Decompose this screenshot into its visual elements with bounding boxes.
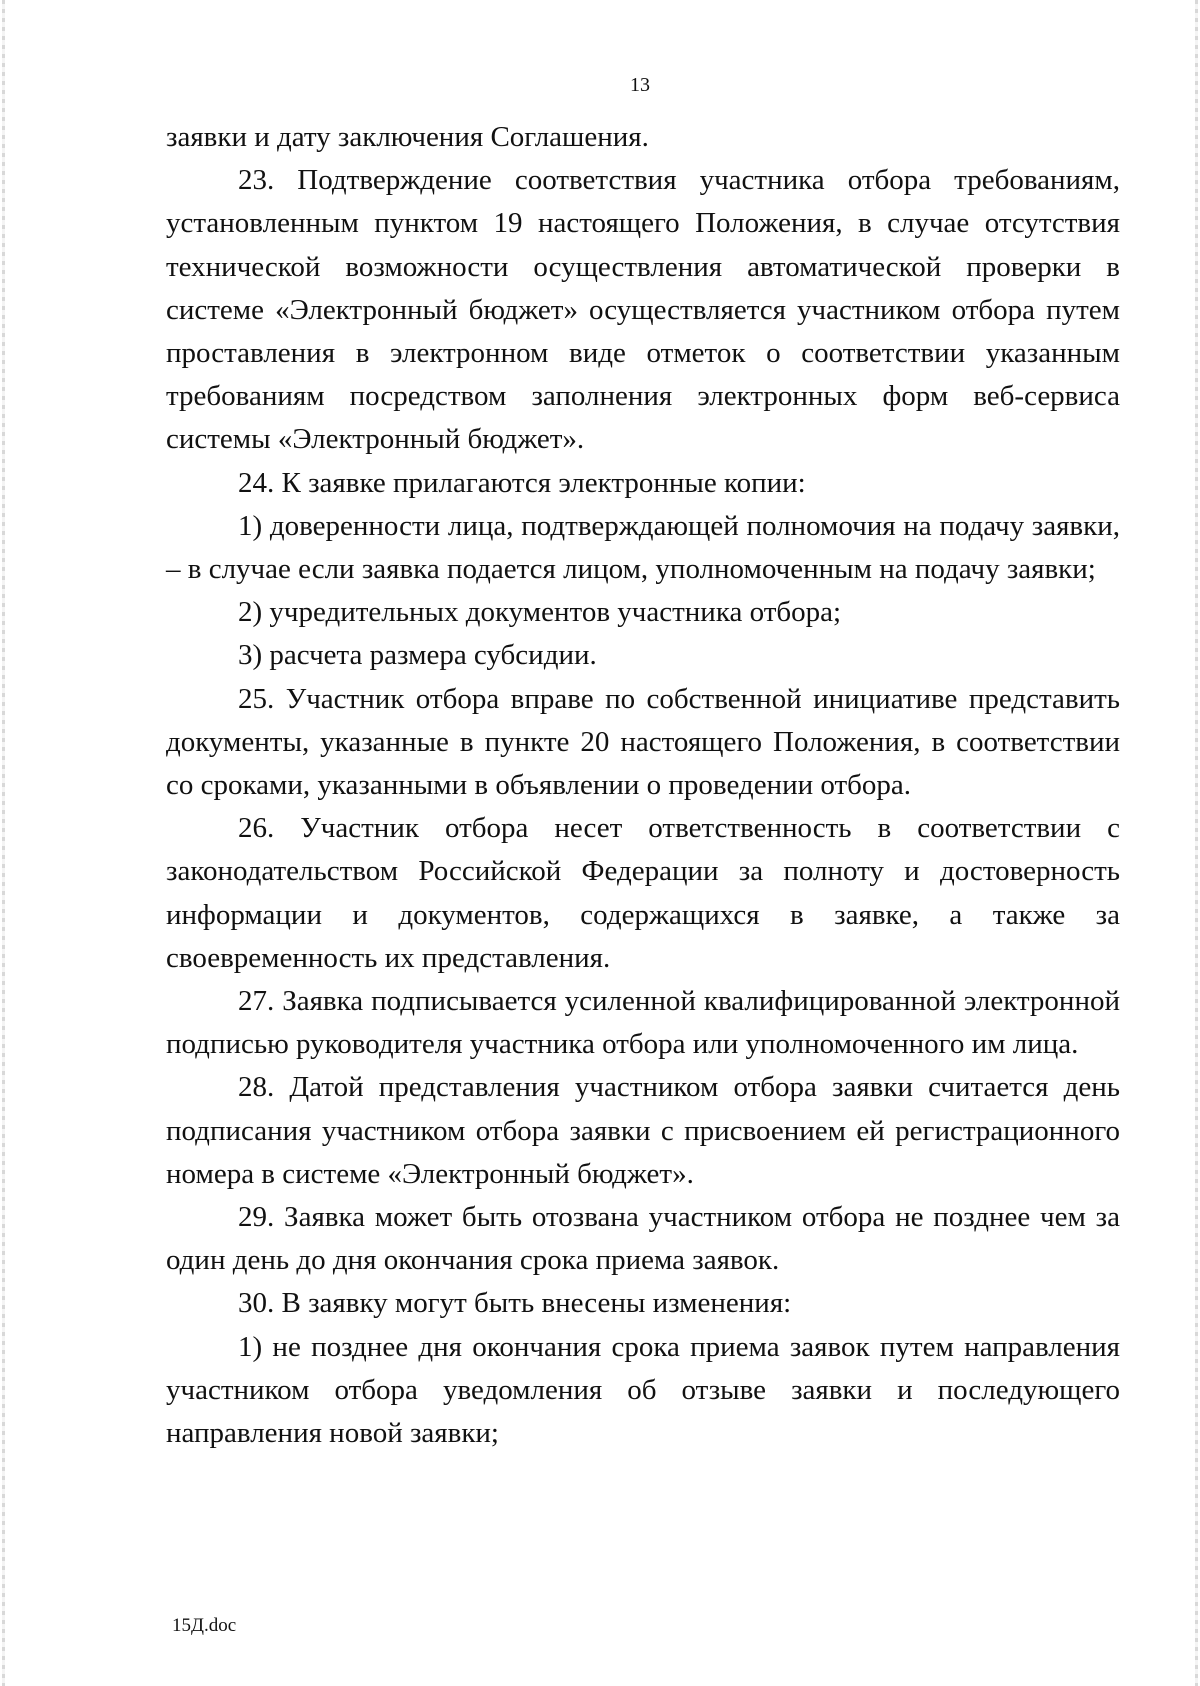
document-body (166, 116, 1120, 1455)
scan-edge-right (1195, 0, 1198, 1686)
paragraph: 25. Участник отбора вправе по собственной инициативе представить документы, указанные в пункте 20 настоящего Положения, в соответствии со сроками, указанными в объявлении о проведении отбора. (166, 682, 1120, 802)
scan-edge-left (2, 0, 5, 1686)
paragraph: 1) не позднее дня окончания срока приема заявок путем направления участником отбора уведомления об отзыве заявки и последующего направления новой заявки; (166, 1330, 1120, 1450)
paragraph: заявки и дату заключения Соглашения. (166, 121, 649, 153)
footer-filename: 15Д.doc (172, 1615, 237, 1636)
paragraph: 29. Заявка может быть отозвана участником отбора не позднее чем за один день до дня окончания срока приема заявок. (166, 1201, 1120, 1277)
paragraph: 24. К заявке прилагаются электронные копии: (238, 466, 806, 499)
paragraph: 1) доверенности лица, подтверждающей полномочия на подачу заявки, – в случае если заявка подается лицом, уполномоченным на подачу заявки; (166, 509, 1120, 586)
paragraph: 23. Подтверждение соответствия участника отбора требованиям, установленным пунктом 19 настоящего Положения, в случае отсутствия технической возможности осуществления автоматической проверки в системе «Электронный бюджет» осуществляется участником отбора путем проставления в электронном виде отметок о соответствии указанным требованиям посредством заполнения электронных форм веб-сервиса системы «Электронный бюджет». (166, 164, 1120, 456)
paragraph: 3) расчета размера субсидии. (238, 639, 597, 672)
paragraph: 26. Участник отбора несет ответственность в соответствии с законодательством Российской Федерации за полноту и достоверность информации и документов, содержащихся в заявке, а также за своевременность их представления. (166, 812, 1120, 974)
page-number: 13 (630, 74, 650, 96)
paragraph: 2) учредительных документов участника отбора; (238, 596, 842, 629)
paragraph: 28. Датой представления участником отбора заявки считается день подписания участником отбора заявки с присвоением ей регистрационного номера в системе «Электронный бюджет». (166, 1071, 1120, 1190)
paragraph: 30. В заявку могут быть внесены изменения: (238, 1287, 792, 1320)
paragraph: 27. Заявка подписывается усиленной квалифицированной электронной подписью руководителя участника отбора или уполномоченного им лица. (166, 985, 1120, 1061)
